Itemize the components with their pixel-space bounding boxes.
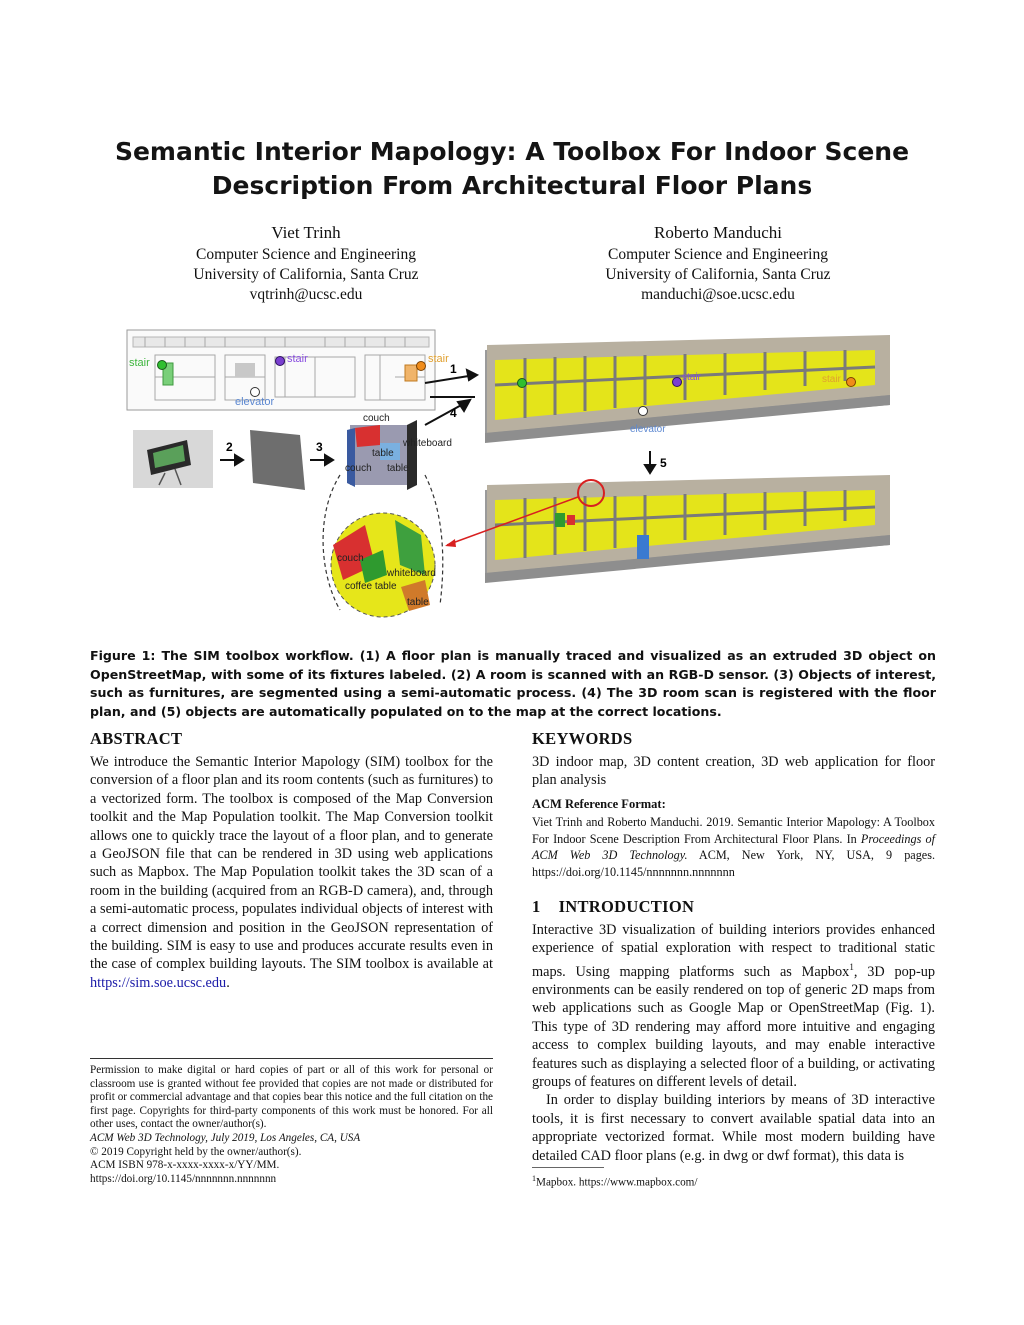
author-block-2 xyxy=(568,221,868,305)
step-4: 4 xyxy=(450,406,457,420)
permission-block xyxy=(90,1064,493,1186)
rgbd-sensor-photo xyxy=(133,430,213,488)
label-stair-4: stair xyxy=(682,372,701,383)
abstract-text: We introduce the Semantic Interior Mapology (SIM) toolbox for the conversion of a floor plan and its room contents (such as furnitures) to a vectorized form. The toolbox is composed of the Map Conversion toolkit and the Map Population toolkit. The Map Conversion toolkit allows one to quickly trace the layout of a floor plan, and to generate a GeoJSON file that can be rendered in 3D using web applications such as Mapbox. The Map Population toolkit takes the 3D scan of a room in the building (acquired from an RGB-D camera), and, through a semi-automatic process, populates individual objects of interest with a correct dimension and position in the GeoJSON representation of the building. SIM is easy to use and produces accurate results even in the case of complex building layouts. The SIM toolbox is available at xyxy=(90,754,493,973)
step-1: 1 xyxy=(450,362,457,376)
acm-ref-heading: ACM Reference Format: xyxy=(532,797,666,811)
title-line-1: Semantic Interior Mapology: A Toolbox For Indoor Scene xyxy=(114,137,910,166)
sim-link[interactable]: https://sim.soe.ucsc.edu xyxy=(90,974,227,991)
acm-ref-text-b: ACM, New York, NY, USA, 9 pages. https://doi.org/10.1145/nnnnnnn.nnnnnnn xyxy=(532,848,935,879)
author-block-1 xyxy=(156,221,456,305)
footnote xyxy=(532,1172,697,1190)
footnote-mark[interactable]: 1 xyxy=(849,961,854,972)
acm-ref-italic: Proceedings of ACM Web 3D Technology. xyxy=(532,831,935,863)
permission-doi[interactable]: https://doi.org/10.1145/nnnnnnn.nnnnnnn xyxy=(90,1172,277,1185)
label-stair-3: stair xyxy=(428,353,449,365)
intro-heading xyxy=(532,897,694,917)
footnote-rule xyxy=(532,1167,604,1168)
paper-title xyxy=(0,135,1024,203)
step-3: 3 xyxy=(316,440,323,454)
label-table-1: table xyxy=(372,448,394,459)
workflow-figure xyxy=(125,325,900,625)
footnote-text: Mapbox. https://www.mapbox.com/ xyxy=(536,1176,698,1189)
keywords-heading: KEYWORDS xyxy=(532,729,633,748)
permission-venue: ACM Web 3D Technology, July 2019, Los Angeles, CA, USA xyxy=(90,1131,361,1144)
figure-caption: Figure 1: The SIM toolbox workflow. (1) A floor plan is manually traced and visualized as an extruded 3D object on OpenStreetMap, with some of its fixtures labeled. (2) A room is scanned with an RGB-D sensor. (3) Objects of interest, such as furnitures, are segmented using a semi-automatic process. (4) The 3D room scan is registered with the floor plan, and (5) objects are automatically populated on to the map at the correct locations. xyxy=(90,648,936,719)
map-3d-bottom xyxy=(485,475,890,583)
permission-isbn: ACM ISBN 978-x-xxxx-xxxx-x/YY/MM. xyxy=(90,1159,280,1172)
intro-number: 1 xyxy=(532,897,541,916)
room-scan-grey xyxy=(250,430,305,490)
step-5: 5 xyxy=(660,456,667,470)
author-univ: University of California, Santa Cruz xyxy=(193,266,419,283)
author-name: Roberto Manduchi xyxy=(654,223,782,242)
keywords-text: 3D indoor map, 3D content creation, 3D web application for floor plan analysis xyxy=(532,754,935,789)
title-line-2: Description From Architectural Floor Plans xyxy=(211,171,813,200)
intro-paragraph-1 xyxy=(532,921,935,1091)
intro-body xyxy=(532,921,935,1165)
permission-copyright: © 2019 Copyright held by the owner/author(s). xyxy=(90,1145,302,1158)
acm-ref-body xyxy=(532,814,935,880)
label-couch-1: couch xyxy=(363,413,390,424)
label-stair-2: stair xyxy=(287,353,308,365)
label-elevator-1: elevator xyxy=(235,396,275,408)
author-univ: University of California, Santa Cruz xyxy=(605,266,831,283)
label-couch-3: couch xyxy=(337,553,364,564)
label-stair-5: stair xyxy=(822,374,841,385)
label-couch-2: couch xyxy=(345,463,372,474)
intro-p1b: , 3D pop-up environments can be easily rendered on top of generic 2D maps from web applications such as Google Map or OpenStreetMap (Fig. 1). This type of 3D rendering may afford more intuitive and engaging access to complex building layouts, and may enable interactive features such as displaying a selected floor of a building, or activating groups of features on different levels of detail. xyxy=(532,963,936,1091)
author-dept: Computer Science and Engineering xyxy=(608,246,828,263)
floor-plan-2d xyxy=(127,330,435,410)
author-name: Viet Trinh xyxy=(271,223,341,242)
label-stair-1: stair xyxy=(129,357,150,369)
label-elevator-2: elevator xyxy=(630,424,666,435)
footnote-number: 1 xyxy=(532,1174,536,1183)
author-email[interactable]: vqtrinh@ucsc.edu xyxy=(249,286,363,303)
intro-paragraph-2: In order to display building interiors by means of 3D interactive tools, it is first necessary to convert available spatial data into an appropriate vectorized format. While most modern building have detailed CAD floor plans (e.g. in dwg or dwf format), this data is xyxy=(532,1092,935,1164)
label-coffee-table: coffee table xyxy=(345,581,397,592)
acm-ref-text-a: Viet Trinh and Roberto Manduchi. 2019. Semantic Interior Mapology: A Toolbox For Indoor Scene Description From Architectural Floor Plans. In xyxy=(532,815,935,846)
abstract-body xyxy=(90,753,493,992)
abstract-end: . xyxy=(226,974,230,991)
intro-title: INTRODUCTION xyxy=(558,897,695,916)
abstract-heading: ABSTRACT xyxy=(90,729,183,748)
label-whiteboard-2: whiteboard xyxy=(387,568,436,579)
step-2: 2 xyxy=(226,440,233,454)
author-email[interactable]: manduchi@soe.ucsc.edu xyxy=(641,286,795,303)
intro-p1a: Interactive 3D visualization of building interiors provides enhanced experience of spatial exploration with respect to traditional static maps. Using mapping platforms such as Mapbox xyxy=(532,922,935,980)
permission-text: Permission to make digital or hard copies of part or all of this work for personal or classroom use is granted without fee provided that copies are not made or distributed for profit or commercial advantage and that copies bear this notice and the full citation on the first page. Copyrights for third-party components of this work must be honored. For all other uses, contact the owner/author(s). xyxy=(90,1064,493,1131)
map-3d-top xyxy=(485,335,890,443)
label-table-2: table xyxy=(387,463,409,474)
permission-rule xyxy=(90,1058,493,1059)
label-whiteboard-1: whiteboard xyxy=(403,438,452,449)
author-dept: Computer Science and Engineering xyxy=(196,246,416,263)
label-table-3: table xyxy=(407,597,429,608)
